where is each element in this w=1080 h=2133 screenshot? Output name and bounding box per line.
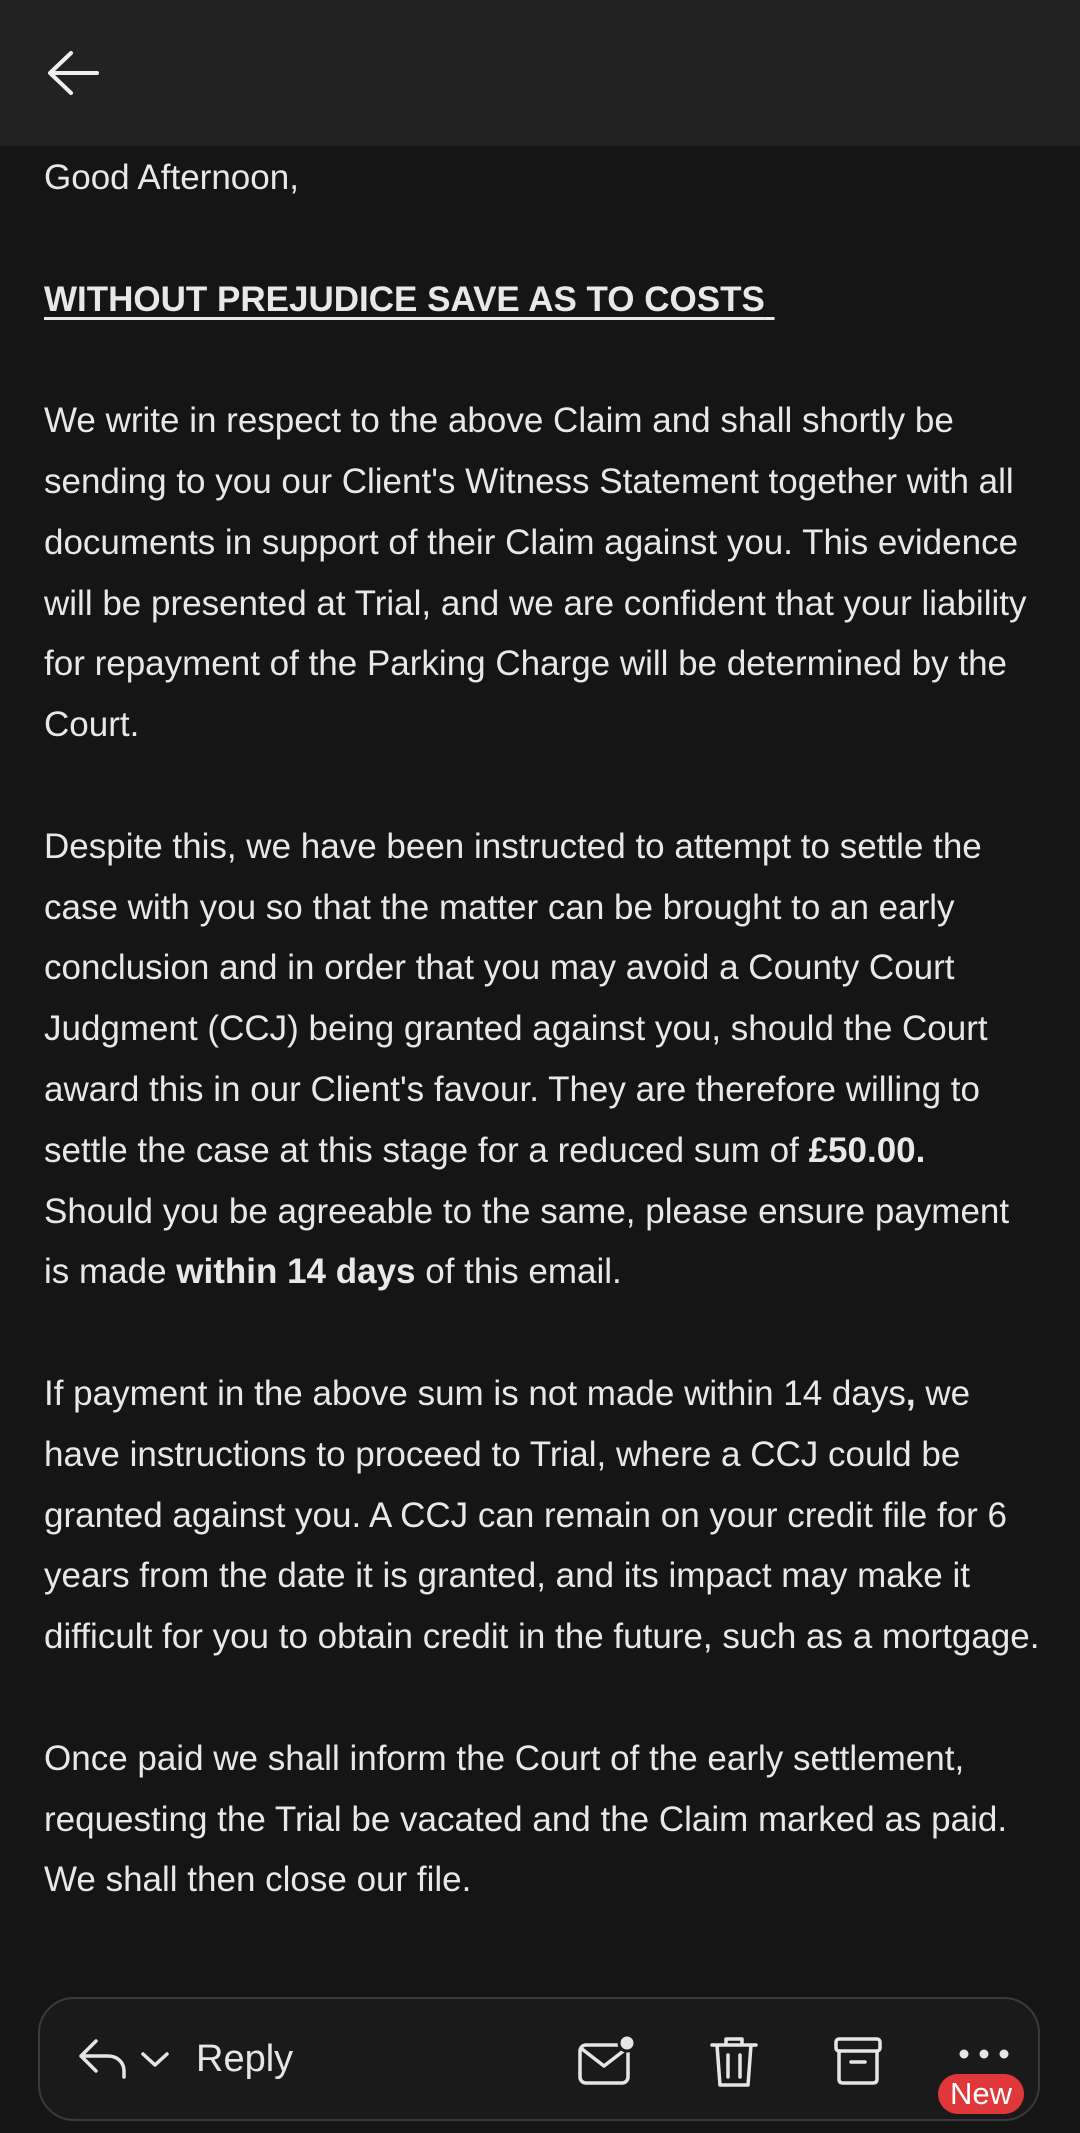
more-button[interactable] xyxy=(956,2039,1012,2069)
subject-line: WITHOUT PREJUDICE SAVE AS TO COSTS xyxy=(44,279,765,319)
paragraph-2: Despite this, we have been instructed to attempt to settle the case with you so that the matter can be brought to an early conclusion and in order that you may avoid a County Court Judgment (CCJ) being granted against you, should the Court award this in our Client's favour. They are therefore willing to settle the case at this stage for a reduced sum of £50.00. Should you be agreeable to the same, please ensure payment is made within 14 days of this email. xyxy=(44,826,1010,1292)
archive-button[interactable] xyxy=(830,2031,886,2089)
chevron-down-icon[interactable] xyxy=(140,2049,170,2069)
reply-button[interactable] xyxy=(78,2021,293,2097)
payment-deadline: within 14 days xyxy=(176,1252,416,1292)
settlement-amount: £50.00. xyxy=(808,1130,926,1170)
email-action-bar xyxy=(38,1997,1040,2121)
paragraph-1: We write in respect to the above Claim and shall shortly be sending to you our Client's Witness Statement together with all documents in support of their Claim against you. This evidence will be presented at Trial, and we are confident that your liability for repayment of the Parking Charge will be determined by the Court. xyxy=(44,401,1027,745)
greeting: Good Afternoon, xyxy=(44,158,299,197)
email-body xyxy=(44,148,1044,1972)
back-button[interactable] xyxy=(40,40,106,106)
more-icon xyxy=(956,2046,1012,2062)
archive-icon xyxy=(830,2031,886,2089)
delete-icon xyxy=(706,2031,762,2091)
mark-unread-button[interactable] xyxy=(576,2033,636,2089)
reply-label: Reply xyxy=(196,2037,294,2080)
delete-button[interactable] xyxy=(706,2031,762,2091)
paragraph-3: If payment in the above sum is not made within 14 days, we have instructions to proceed to Trial, where a CCJ could be granted against you. A CCJ can remain on your credit file for 6 years from the date it is granted, and its impact may make it difficult for you to obtain credit in the future, such as a mortgage. xyxy=(44,1373,1040,1657)
top-app-bar xyxy=(0,0,1080,146)
arrow-left-icon xyxy=(47,51,99,95)
paragraph-4: Once paid we shall inform the Court of the early settlement, requesting the Trial be vacated and the Claim marked as paid. We shall then close our file. xyxy=(44,1738,1008,1900)
new-badge: New xyxy=(938,2074,1024,2114)
mark-unread-icon xyxy=(576,2033,636,2089)
reply-icon xyxy=(78,2037,128,2081)
